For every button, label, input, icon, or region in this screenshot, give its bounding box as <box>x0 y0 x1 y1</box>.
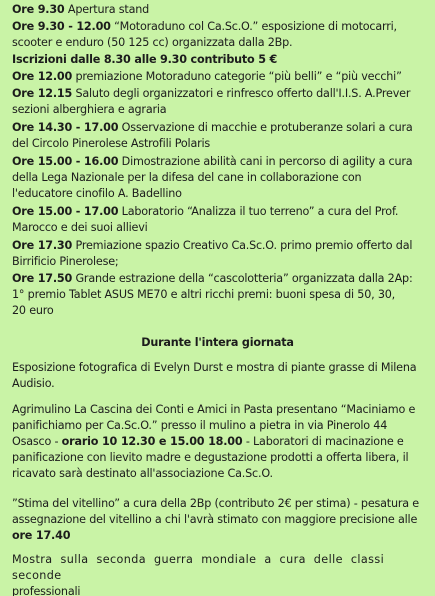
schedule-item-premiazione-creativo <box>12 238 412 270</box>
schedule-description: Saluto degli organizzatori e rinfresco offerto dall'I.I.S. A.Prever <box>72 87 411 100</box>
schedule-description-cont: Marocco e dei suoi allievi <box>12 221 148 234</box>
agrimulino-line: Agrimulino La Cascina dei Conti e Amici in Pasta presentano “Maciniamo e <box>12 403 416 416</box>
schedule-description: Grande estrazione della “cascolotteria” organizzata dalla 2Ap: <box>72 272 413 285</box>
schedule-time: Ore 12.15 <box>12 87 73 100</box>
schedule-item-saluto <box>12 86 410 118</box>
schedule-time: Ore 12.00 <box>12 70 73 83</box>
agrimulino-line: panificazione con lievito madre e degustazione prodotti a offerta libera, il <box>12 451 409 464</box>
schedule-description: Dimostrazione abilità cani in percorso di agility a cura <box>118 155 413 168</box>
schedule-description-cont: sezioni alberghiera e agraria <box>12 103 167 116</box>
schedule-time: Ore 15.00 - 17.00 <box>12 205 119 218</box>
schedule-item-laboratorio <box>12 204 398 236</box>
schedule-description: Osservazione di macchie e protuberanze solari a cura <box>118 121 413 134</box>
schedule-item-apertura <box>12 2 149 18</box>
exhibition-line: Esposizione fotografica di Evelyn Durst e mostra di piante grasse di Milena <box>12 361 417 374</box>
schedule-description-cont: l'educatore cinofilo A. Badellino <box>12 187 182 200</box>
vitellino-time: ore 17.40 <box>12 529 71 542</box>
agrimulino-paragraph <box>12 402 415 482</box>
schedule-time: Ore 9.30 <box>12 3 65 16</box>
schedule-time: Ore 17.50 <box>12 272 73 285</box>
schedule-description: Premiazione spazio Creativo Ca.Sc.O. primo premio offerto dal <box>72 239 413 252</box>
schedule-item-agility <box>12 154 412 202</box>
agrimulino-line: panifichiamo per Ca.Sc.O.” presso il mulino a pietra in via Pinerolo 44 <box>12 419 388 432</box>
schedule-item-premiazione-motoraduno <box>12 69 402 85</box>
schedule-description-cont: 20 euro <box>12 304 54 317</box>
exhibition-paragraph <box>12 360 416 392</box>
vitellino-paragraph <box>12 496 419 544</box>
exhibition-line: Audisio. <box>12 377 55 390</box>
schedule-item-motoraduno <box>12 19 397 51</box>
schedule-description: premiazione Motoraduno categorie “più belli” e “più vecchi” <box>72 70 402 83</box>
schedule-time: Ore 9.30 - 12.00 <box>12 20 111 33</box>
mostra-line: professionali <box>12 585 81 596</box>
schedule-description-cont: Birrificio Pinerolese; <box>12 255 119 268</box>
schedule-time: Ore 17.30 <box>12 239 73 252</box>
schedule-time: Ore 14.30 - 17.00 <box>12 121 119 134</box>
schedule-item-iscrizioni <box>12 52 277 68</box>
agrimulino-line: Osasco - <box>12 435 62 448</box>
schedule-time: Ore 15.00 - 16.00 <box>12 155 119 168</box>
schedule-description-cont: del Circolo Pinerolese Astrofili Polaris <box>12 137 211 150</box>
section-title: Durante l'intera giornata <box>141 336 294 349</box>
schedule-description-cont: scooter e enduro (50 125 cc) organizzata dalla 2Bp. <box>12 36 293 49</box>
mostra-paragraph <box>12 552 435 596</box>
vitellino-line: ”Stima del vitellino” a cura della 2Bp (contributo 2€ per stima) - pesatura e <box>12 497 419 510</box>
schedule-item-estrazione <box>12 271 413 319</box>
schedule-description: “Motoraduno col Ca.Sc.O.” esposizione di motocarri, <box>110 20 397 33</box>
agrimulino-line: ricavato sarà destinato all'associazione Ca.Sc.O. <box>12 467 273 480</box>
schedule-item-osservazione <box>12 120 413 152</box>
agrimulino-line: - Laboratori di macinazione e <box>242 435 404 448</box>
mostra-line: Mostra sulla seconda guerra mondiale a cura delle classi seconde <box>12 553 385 582</box>
schedule-description-cont: 1° premio Tablet ASUS ME70 e altri ricchi premi: buoni spesa di 50, 30, <box>12 288 396 301</box>
schedule-registration: Iscrizioni dalle 8.30 alle 9.30 contributo 5 € <box>12 53 278 66</box>
agrimulino-hours: orario 10 12.30 e 15.00 18.00 <box>61 435 243 448</box>
schedule-description: Laboratorio “Analizza il tuo terreno” a cura del Prof. <box>118 205 399 218</box>
schedule-description: Apertura stand <box>64 3 150 16</box>
vitellino-line: assegnazione del vitellino a chi l'avrà stimato con maggiore precisione alle <box>12 513 418 526</box>
schedule-description-cont: della Lega Nazionale per la difesa del cane in collaborazione con <box>12 171 362 184</box>
